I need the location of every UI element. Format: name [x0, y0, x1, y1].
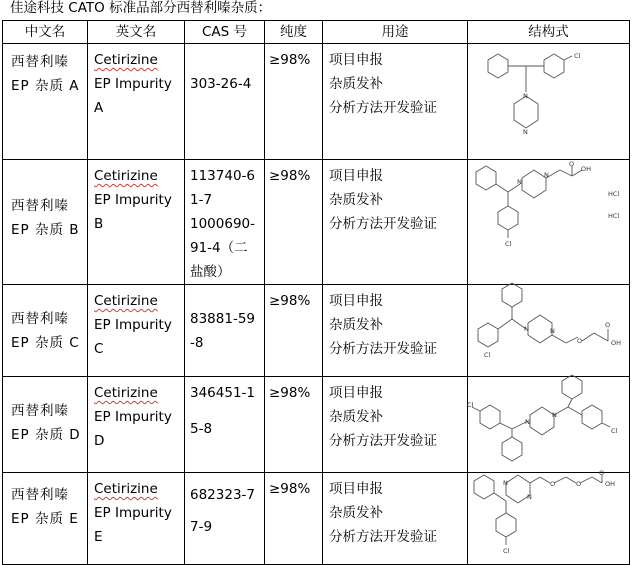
- en-name-letter: A: [94, 100, 104, 116]
- label-o: O: [576, 480, 582, 488]
- table-row: [3, 160, 630, 285]
- en-name-letter: B: [94, 216, 104, 232]
- header-en-name: 英文名: [88, 21, 185, 44]
- label-o: O: [577, 337, 583, 345]
- structure-image: [468, 285, 628, 377]
- label-n: N: [523, 128, 528, 136]
- en-name-cell: [88, 44, 185, 160]
- header-cas: CAS 号: [185, 21, 265, 44]
- en-name-cell: [88, 160, 185, 285]
- cn-impurity: EP 杂质 D: [11, 427, 81, 443]
- en-name-rest: EP Impurity: [94, 317, 172, 333]
- label-cl: Cl: [467, 401, 474, 409]
- usage-item: 杂质发补: [329, 76, 383, 92]
- purity-cell: ≥98%: [265, 473, 323, 565]
- structure-cell: [468, 285, 630, 377]
- table-row: [3, 473, 630, 565]
- label-n: N: [503, 479, 508, 487]
- structure-image: [468, 44, 628, 160]
- usage-item: 杂质发补: [329, 192, 383, 208]
- label-n: N: [552, 411, 557, 419]
- label-n: N: [517, 178, 522, 186]
- usage-cell: [323, 44, 468, 160]
- en-name-cell: [88, 285, 185, 377]
- label-n: N: [550, 327, 555, 335]
- cas-line: 83881-59: [190, 311, 255, 327]
- cn-impurity: EP 杂质 C: [11, 335, 80, 351]
- structure-cell: [468, 377, 630, 473]
- structure-cell: [468, 160, 630, 285]
- cn-name: 西替利嗪: [11, 487, 69, 503]
- header-cn-name: 中文名: [3, 21, 88, 44]
- en-name-rest: EP Impurity: [94, 192, 172, 208]
- purity-cell: ≥98%: [265, 285, 323, 377]
- label-cl: Cl: [611, 427, 618, 435]
- usage-item: 项目申报: [329, 385, 383, 401]
- en-name-letter: E: [94, 529, 103, 545]
- label-o: O: [569, 160, 575, 168]
- header-structure: 结构式: [468, 21, 630, 44]
- cas-line: 113740-6: [190, 168, 255, 184]
- purity-cell: ≥98%: [265, 377, 323, 473]
- usage-item: 分析方法开发验证: [329, 341, 437, 357]
- cas-line: 7-9: [190, 519, 213, 535]
- cas-line: 1000690-: [190, 216, 255, 232]
- cn-impurity: EP 杂质 E: [11, 511, 79, 527]
- table-row: [3, 285, 630, 377]
- label-hcl: HCl: [608, 212, 620, 220]
- usage-item: 分析方法开发验证: [329, 529, 437, 545]
- cn-name: 西替利嗪: [11, 198, 69, 214]
- usage-item: 杂质发补: [329, 505, 383, 521]
- structure-image: [468, 160, 628, 280]
- cn-impurity: EP 杂质 B: [11, 222, 80, 238]
- en-name-letter: C: [94, 341, 104, 357]
- cn-name-cell: [3, 44, 88, 160]
- usage-item: 杂质发补: [329, 409, 383, 425]
- usage-item: 杂质发补: [329, 317, 383, 333]
- en-name-word: Cetirizine: [94, 52, 158, 68]
- cas-line: 5-8: [190, 421, 213, 437]
- en-name-word: Cetirizine: [94, 293, 158, 309]
- structure-cell: [468, 44, 630, 160]
- label-oh: OH: [611, 339, 622, 347]
- usage-cell: [323, 473, 468, 565]
- en-name-rest: EP Impurity: [94, 409, 172, 425]
- usage-cell: [323, 285, 468, 377]
- label-cl: Cl: [574, 52, 581, 60]
- cas-line: 盐酸）: [190, 264, 231, 280]
- en-name-word: Cetirizine: [94, 481, 158, 497]
- cn-name-cell: [3, 285, 88, 377]
- usage-item: 项目申报: [329, 52, 383, 68]
- cas-cell: [185, 160, 265, 285]
- usage-item: 分析方法开发验证: [329, 216, 437, 232]
- label-o: O: [599, 469, 605, 477]
- table-header-row: [3, 21, 630, 44]
- label-cl: Cl: [505, 240, 512, 248]
- header-purity: 纯度: [265, 21, 323, 44]
- cas-cell: [185, 44, 265, 160]
- structure-image: [468, 377, 628, 473]
- label-o: O: [605, 321, 611, 329]
- label-n: N: [544, 171, 549, 179]
- label-oh: OH: [581, 165, 592, 173]
- cas-cell: [185, 285, 265, 377]
- cas-line: 1-7: [190, 192, 213, 208]
- usage-item: 项目申报: [329, 168, 383, 184]
- cn-name-cell: [3, 473, 88, 565]
- label-n: N: [523, 92, 528, 100]
- en-name-rest: EP Impurity: [94, 505, 172, 521]
- header-usage: 用途: [323, 21, 468, 44]
- label-cl: Cl: [484, 351, 491, 359]
- cas-line: 346451-1: [190, 385, 255, 401]
- cas-cell: [185, 377, 265, 473]
- en-name-letter: D: [94, 433, 105, 449]
- structure-image: [468, 469, 628, 565]
- cn-name: 西替利嗪: [11, 311, 69, 327]
- usage-cell: [323, 160, 468, 285]
- label-cl: Cl: [503, 547, 510, 555]
- cn-name-cell: [3, 377, 88, 473]
- cn-name: 西替利嗪: [11, 54, 69, 70]
- usage-item: 分析方法开发验证: [329, 100, 437, 116]
- usage-item: 项目申报: [329, 481, 383, 497]
- purity-cell: ≥98%: [265, 44, 323, 160]
- cn-name-cell: [3, 160, 88, 285]
- label-n: N: [524, 325, 529, 333]
- cn-name: 西替利嗪: [11, 403, 69, 419]
- impurity-table: [2, 20, 630, 565]
- cas-line: 91-4（二: [190, 240, 248, 256]
- label-n: N: [525, 418, 530, 426]
- structure-cell: [468, 469, 630, 565]
- en-name-word: Cetirizine: [94, 168, 158, 184]
- label-n: N: [527, 493, 532, 501]
- en-name-cell: [88, 377, 185, 473]
- en-name-rest: EP Impurity: [94, 76, 172, 92]
- purity-cell: ≥98%: [265, 160, 323, 285]
- table-row: [3, 44, 630, 160]
- label-hcl: HCl: [608, 190, 620, 198]
- en-name-cell: [88, 473, 185, 565]
- usage-item: 分析方法开发验证: [329, 433, 437, 449]
- cas-line: -8: [190, 335, 204, 351]
- table-row: [3, 377, 630, 473]
- label-o: O: [550, 480, 556, 488]
- cas-cell: [185, 473, 265, 565]
- usage-cell: [323, 377, 468, 473]
- label-oh: OH: [605, 480, 616, 488]
- cas-line: 303-26-4: [190, 76, 252, 92]
- cas-line: 682323-7: [190, 487, 255, 503]
- usage-item: 项目申报: [329, 293, 383, 309]
- cn-impurity: EP 杂质 A: [11, 78, 80, 94]
- document-heading: 佳途科技 CATO 标准品部分西替利嗪杂质：: [10, 0, 272, 16]
- en-name-word: Cetirizine: [94, 385, 158, 401]
